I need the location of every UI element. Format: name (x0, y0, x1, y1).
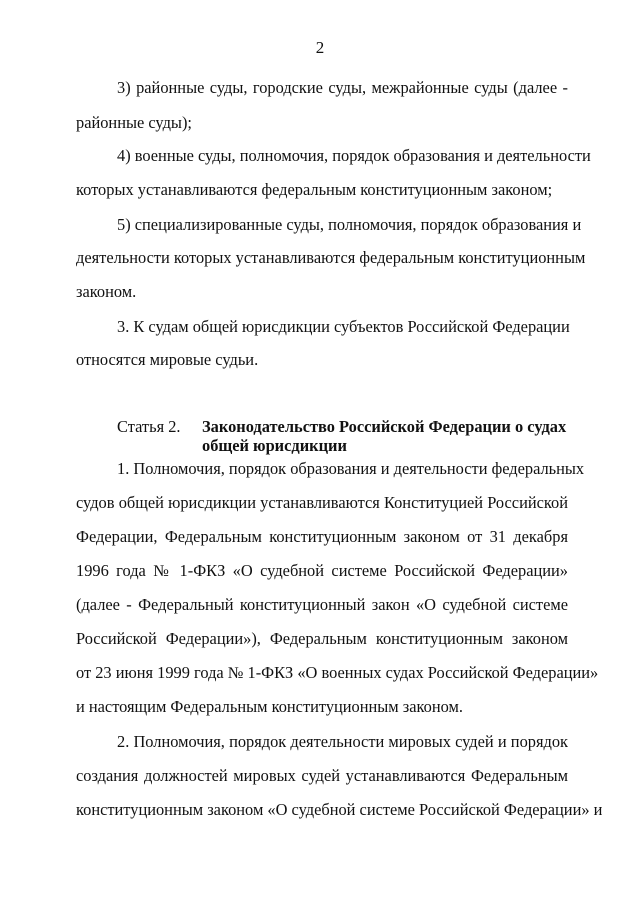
article-title (202, 417, 566, 455)
text-line: 3) районные суды, городские суды, межрайонные суды (далее - (117, 78, 568, 97)
page-number: 2 (315, 38, 325, 57)
text-line: создания должностей мировых судей устанавливаются Федеральным (76, 766, 568, 785)
text-line: относятся мировые судьи. (76, 350, 259, 369)
article-title-line: Законодательство Российской Федерации о судах (202, 417, 567, 436)
text-line: 1996 года № 1-ФКЗ «О судебной системе Российской Федерации» (76, 561, 568, 580)
text-line: судов общей юрисдикции устанавливаются Конституцией Российской (76, 493, 568, 512)
text-line: законом. (76, 282, 137, 301)
text-line: деятельности которых устанавливаются федеральным конституционным (76, 248, 586, 267)
text-line: 1. Полномочия, порядок образования и деятельности федеральных (117, 459, 585, 478)
article-label: Статья 2. (117, 417, 181, 436)
text-line: 2. Полномочия, порядок деятельности мировых судей и порядок (117, 732, 568, 751)
text-line: от 23 июня 1999 года № 1-ФКЗ «О военных судах Российской Федерации» (76, 663, 599, 682)
text-line: которых устанавливаются федеральным конституционным законом; (76, 180, 553, 199)
text-line: 4) военные суды, полномочия, порядок образования и деятельности (117, 146, 591, 165)
text-line: 3. К судам общей юрисдикции субъектов Российской Федерации (117, 317, 570, 336)
text-line: и настоящим Федеральным конституционным законом. (76, 697, 463, 716)
text-line: конституционным законом «О судебной системе Российской Федерации» и (76, 800, 603, 819)
text-line: Российской Федерации»), Федеральным конституционным законом (76, 629, 568, 648)
text-line: районные суды); (76, 113, 192, 132)
text-line: Федерации, Федеральным конституционным законом от 31 декабря (76, 527, 568, 546)
article-title-line: общей юрисдикции (202, 436, 347, 455)
text-line: 5) специализированные суды, полномочия, порядок образования и (117, 215, 582, 234)
text-line: (далее - Федеральный конституционный закон «О судебной системе (76, 595, 568, 614)
